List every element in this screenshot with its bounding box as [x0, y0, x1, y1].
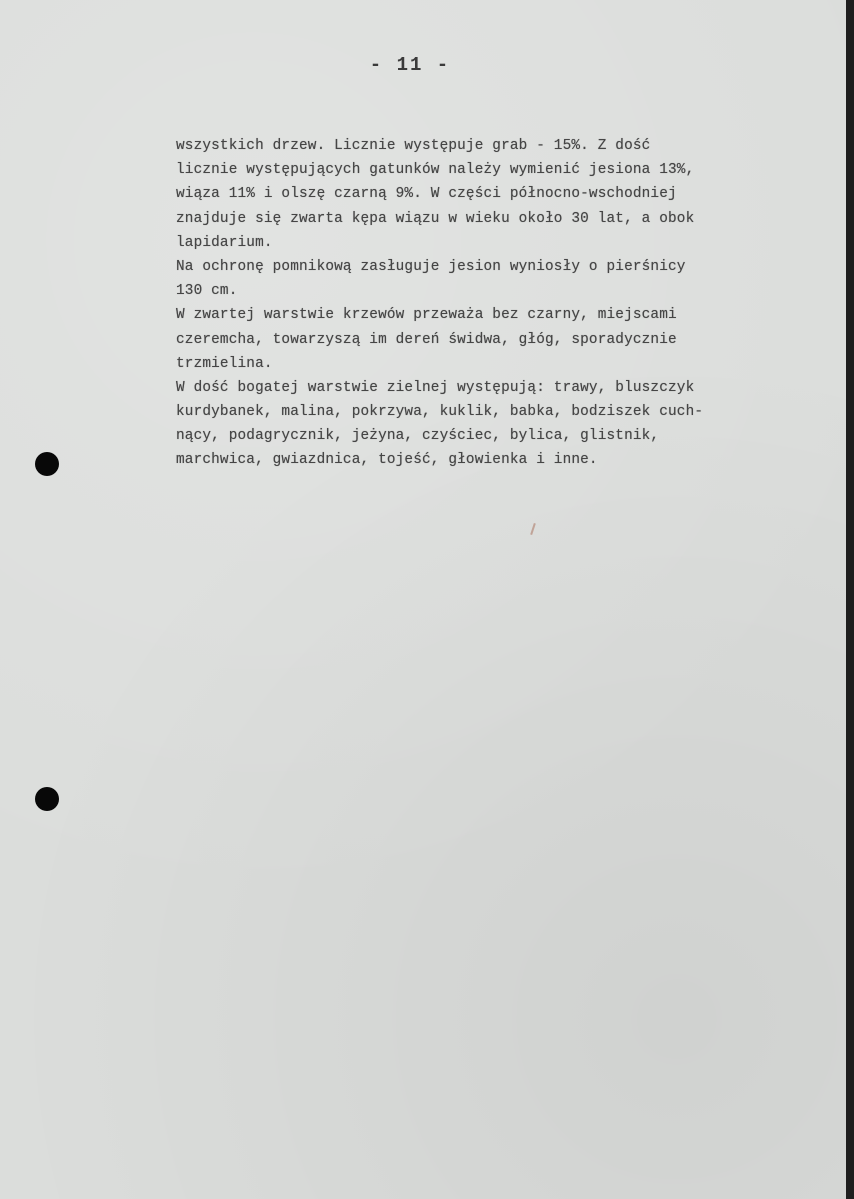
text-line: kurdybanek, malina, pokrzywa, kuklik, babka, bodziszek cuch-: [176, 404, 704, 421]
punch-hole-icon: [35, 787, 59, 811]
text-line: czeremcha, towarzyszą im dereń świdwa, głóg, sporadycznie: [176, 331, 677, 348]
text-line: Na ochronę pomnikową zasługuje jesion wyniosły o pierśnicy: [176, 258, 686, 275]
text-line: 130 cm.: [176, 283, 238, 300]
text-line: marchwica, gwiazdnica, tojeść, głowienka i inne.: [176, 452, 598, 469]
text-line: trzmielina.: [176, 355, 273, 372]
text-line: licznie występujących gatunków należy wymienić jesiona 13%,: [176, 162, 695, 179]
text-line: W dość bogatej warstwie zielnej występują: trawy, bluszczyk: [176, 379, 695, 396]
text-line: wszystkich drzew. Licznie występuje grab - 15%. Z dość: [176, 138, 651, 154]
page-number: - 11 -: [369, 54, 451, 76]
text-line: W zwartej warstwie krzewów przeważa bez czarny, miejscami: [176, 307, 677, 324]
text-line: lapidarium.: [176, 234, 273, 251]
body-text: [176, 134, 826, 473]
text-line: nący, podagrycznik, jeżyna, czyściec, bylica, glistnik,: [176, 428, 660, 445]
pencil-mark: [530, 523, 536, 535]
text-line: znajduje się zwarta kępa wiązu w wieku około 30 lat, a obok: [176, 210, 695, 227]
text-line: wiąza 11% i olszę czarną 9%. W części północno-wschodniej: [176, 186, 677, 203]
punch-hole-icon: [35, 452, 59, 476]
scan-edge: [846, 0, 854, 1199]
